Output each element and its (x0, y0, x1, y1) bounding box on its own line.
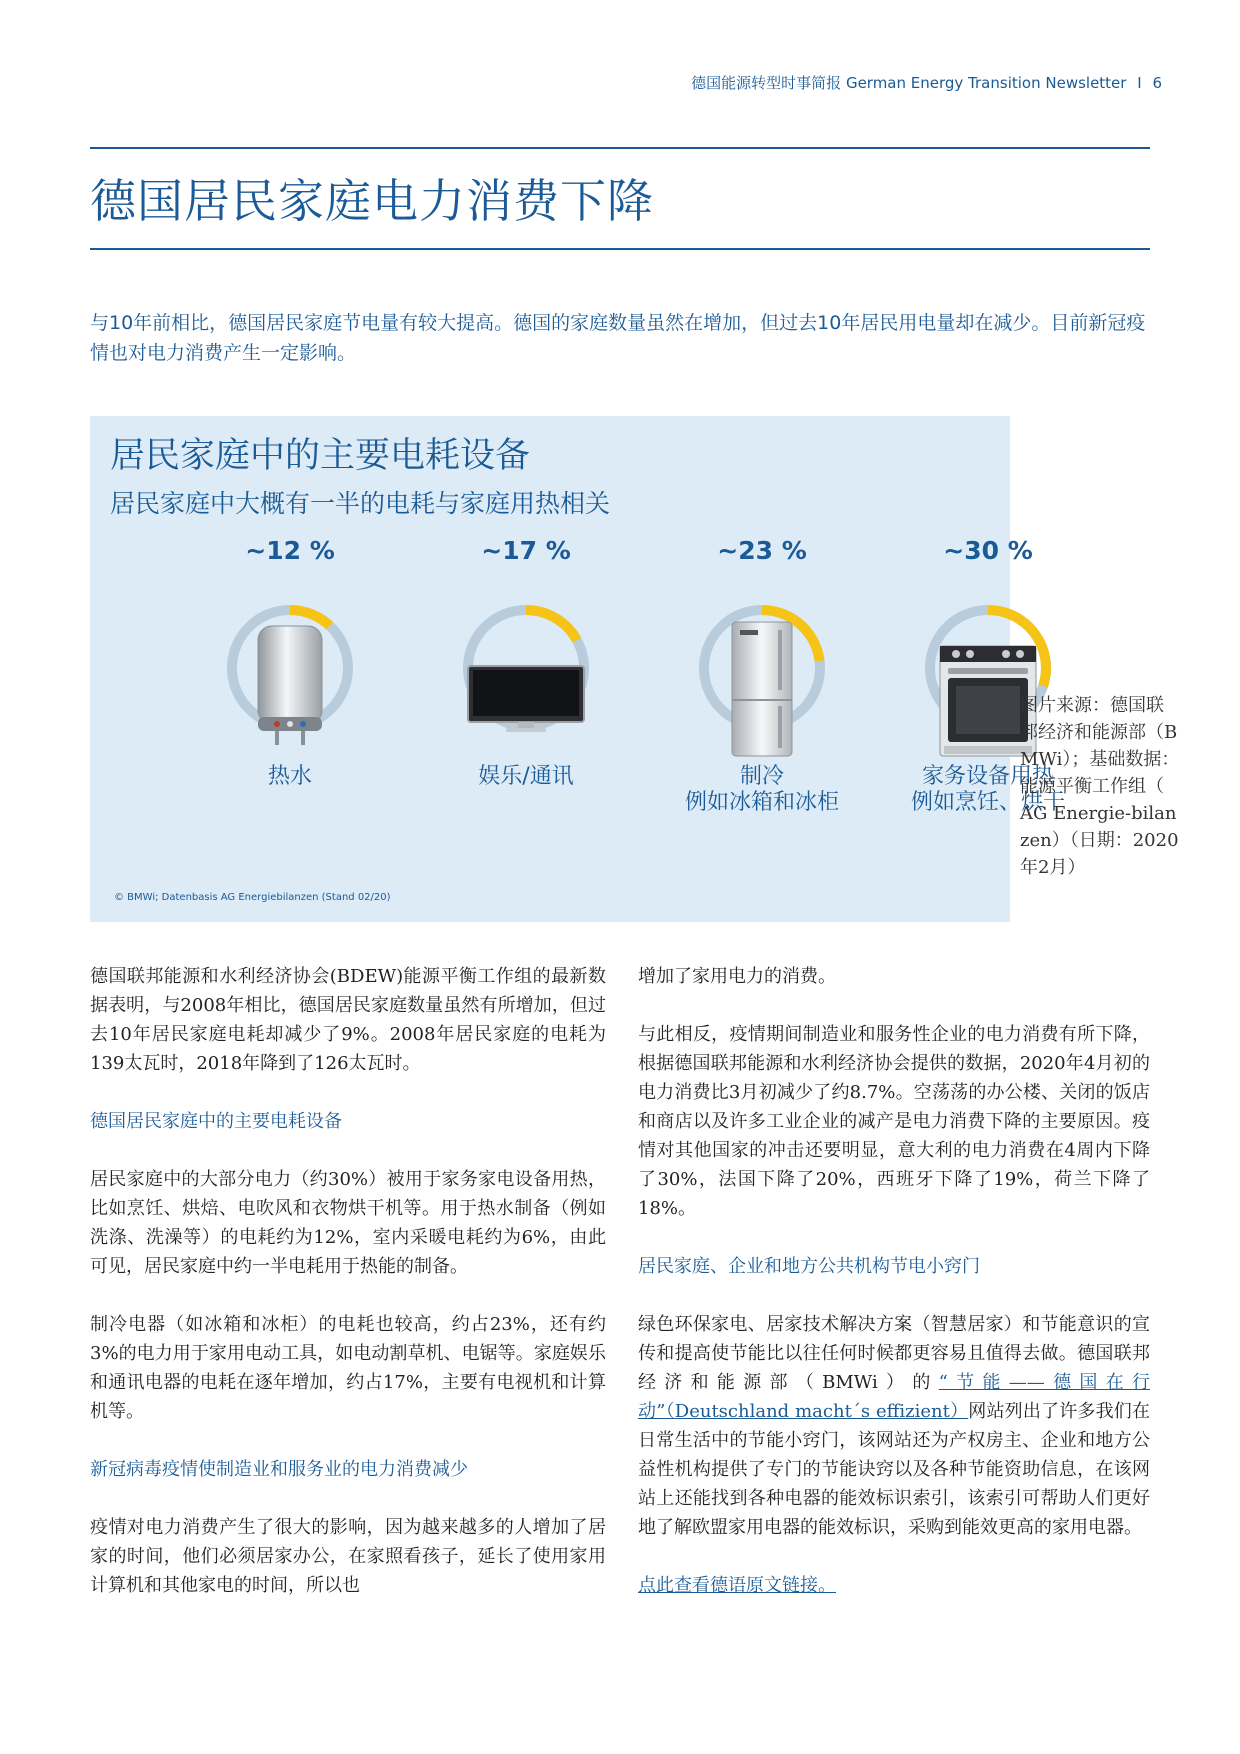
paragraph: 制冷电器（如冰箱和冰柜）的电耗也较高，约占23%，还有约3%的电力用于家用电动工具，如电动割草机、电锯等。家庭娱乐和通讯电器的电耗在逐年增加，约占17%，主要有电视机和计算机等。 (90, 1314, 606, 1422)
item-label: 热水 (267, 764, 312, 789)
consumption-item-hot-water (170, 536, 410, 789)
header-separator: I (1137, 74, 1142, 92)
paragraph: 疫情对电力消费产生了很大的影响，因为越来越多的人增加了居家的时间，他们必须居家办公，在家照看孩子，延长了使用家用计算机和其他家电的时间，所以也 (90, 1517, 606, 1596)
paragraph: 德国联邦能源和水利经济协会(BDEW)能源平衡工作组的最新数据表明，与2008年相比，德国居民家庭数量虽然有所增加，但过去10年居民家庭电耗却减少了9%。2008年居民家庭的电耗为139太瓦时，2018年降到了126太瓦时。 (90, 966, 606, 1074)
image-caption: 图片来源：德国联邦经济和能源部（BMWi）；基础数据：能源平衡工作组（ AG Energie-bilanzen）（日期：2020年2月） (1020, 695, 1180, 878)
infographic-subtitle: 居民家庭中大概有一半的电耗与家庭用热相关 (110, 489, 611, 518)
consumption-item-cooling (642, 536, 882, 815)
section-heading: 新冠病毒疫情使制造业和服务业的电力消费减少 (90, 1459, 468, 1480)
top-rule (90, 147, 1150, 149)
infographic-title: 居民家庭中的主要电耗设备 (110, 436, 531, 476)
item-label: 制冷 例如冰箱和冰柜 (684, 764, 839, 815)
infographic-panel (90, 416, 1065, 922)
percent-label: ~30 % (943, 536, 1033, 565)
section-heading: 居民家庭、企业和地方公共机构节电小窍门 (638, 1256, 980, 1277)
paragraph: 增加了家用电力的消费。 (638, 966, 836, 987)
running-header (691, 72, 1162, 93)
left-column (90, 962, 606, 1629)
item-label: 家务设备用热 例如烹饪、烘干 (910, 764, 1065, 815)
german-original-link[interactable]: 点此查看德语原文链接。 (638, 1575, 836, 1596)
percent-label: ~17 % (481, 536, 571, 565)
energy-efficiency-website-link[interactable]: “节能——德国在行动”（Deutschland macht´s effizient） (638, 1372, 1150, 1422)
water-heater-icon (255, 622, 325, 747)
paragraph: 绿色环保家电、居家技术解决方案（智慧居家）和节能意识的宣传和提高使节能比以往任何时候都更容易且值得去做。德国联邦经济和能源部（BMWi）的“节能——德国在行动”（Deutschland macht´s effizient）网站列出了许多我们在日常生活中的节能小窍门，该网站还为产权房主、企业和地方公益性机构提供了专门的节能诀窍以及各种节能资助信息，在该网站上还能找到各种电器的能效标识索引，该索引可帮助人们更好地了解欧盟家用电器的能效标识，采购到能效更高的家用电器。 (638, 1314, 1151, 1538)
page-number: 6 (1152, 74, 1162, 92)
paragraph: 与此相反，疫情期间制造业和服务性企业的电力消费有所下降，根据德国联邦能源和水利经济协会提供的数据，2020年4月初的电力消费比3月初减少了约8.7%。空荡荡的办公楼、关闭的饭店和商店以及许多工业企业的减产是电力消费下降的主要原因。疫情对其他国家的冲击还要明显，意大利的电力消费在4周内下降了30%，法国下降了20%，西班牙下降了19%，荷兰下降了18%。 (638, 1024, 1150, 1219)
item-label: 娱乐/通讯 (478, 764, 574, 789)
title-rule (90, 248, 1150, 250)
infographic-copyright: © BMWi; Datenbasis AG Energiebilanzen (Stand 02/20) (114, 892, 391, 903)
refrigerator-icon (730, 620, 794, 760)
lead-paragraph: 与10年前相比，德国居民家庭节电量有较大提高。德国的家庭数量虽然在增加，但过去10年居民用电量却在减少。目前新冠疫情也对电力消费产生一定影响。 (90, 312, 1146, 364)
monitor-icon (466, 664, 586, 734)
percent-label: ~23 % (717, 536, 807, 565)
section-heading: 德国居民家庭中的主要电耗设备 (90, 1111, 342, 1132)
newsletter-name: 德国能源转型时事简报 German Energy Transition Newsletter (691, 74, 1127, 92)
page-title: 德国居民家庭电力消费下降 (90, 174, 654, 228)
right-column (638, 962, 1150, 1629)
paragraph: 居民家庭中的大部分电力（约30%）被用于家务家电设备用热，比如烹饪、烘焙、电吹风和衣物烘干机等。用于热水制备（例如洗涤、洗澡等）的电耗约为12%，室内采暖电耗约为6%，由此可见，居民家庭中约一半电耗用于热能的制备。 (90, 1169, 606, 1277)
percent-label: ~12 % (245, 536, 335, 565)
consumption-item-entertainment (406, 536, 646, 789)
